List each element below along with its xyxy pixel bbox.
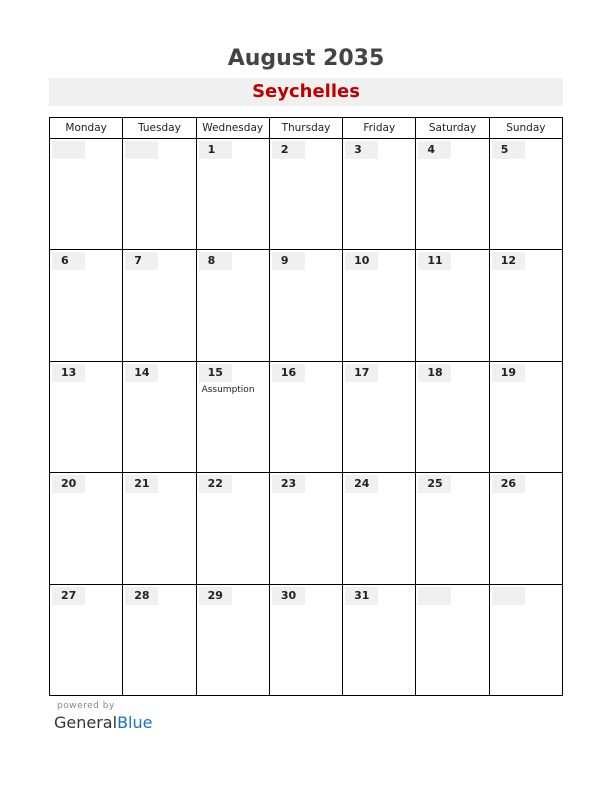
calendar-grid (49, 117, 563, 696)
day-number: 28 (125, 587, 158, 605)
weekday-thursday: Thursday (269, 118, 342, 139)
day-cell[interactable] (123, 361, 196, 472)
day-number: 15 (199, 364, 232, 382)
weekday-saturday: Saturday (416, 118, 489, 139)
week-row (50, 139, 563, 250)
day-number: 13 (52, 364, 85, 382)
day-number (418, 587, 451, 605)
day-cell[interactable] (416, 250, 489, 361)
day-cell[interactable] (416, 139, 489, 250)
day-cell[interactable] (50, 139, 123, 250)
weekday-header-row (50, 118, 563, 139)
day-number: 10 (345, 252, 378, 270)
day-number: 22 (199, 475, 232, 493)
page-title: August 2035 (227, 46, 385, 71)
day-number: 14 (125, 364, 158, 382)
day-cell[interactable] (416, 361, 489, 472)
day-number (492, 587, 525, 605)
day-number: 24 (345, 475, 378, 493)
day-number: 29 (199, 587, 232, 605)
day-cell[interactable] (489, 139, 562, 250)
day-number: 21 (125, 475, 158, 493)
day-cell[interactable] (123, 473, 196, 584)
day-cell[interactable] (196, 250, 269, 361)
day-number (125, 141, 158, 159)
day-number: 6 (52, 252, 85, 270)
brand-logo[interactable] (54, 713, 152, 732)
country-banner (49, 78, 563, 106)
day-cell[interactable] (416, 473, 489, 584)
weekday-friday: Friday (343, 118, 416, 139)
weekday-wednesday: Wednesday (196, 118, 269, 139)
day-number: 19 (492, 364, 525, 382)
country-name: Seychelles (252, 81, 360, 102)
day-cell[interactable] (50, 473, 123, 584)
week-row (50, 250, 563, 361)
day-number: 11 (418, 252, 451, 270)
day-cell[interactable] (50, 584, 123, 695)
day-cell[interactable] (123, 139, 196, 250)
day-cell[interactable] (489, 250, 562, 361)
day-number: 26 (492, 475, 525, 493)
day-cell[interactable] (416, 584, 489, 695)
day-number: 7 (125, 252, 158, 270)
day-number: 8 (199, 252, 232, 270)
day-number: 18 (418, 364, 451, 382)
day-number: 4 (418, 141, 451, 159)
day-cell[interactable] (269, 584, 342, 695)
day-number: 16 (272, 364, 305, 382)
day-cell[interactable] (343, 473, 416, 584)
day-cell[interactable] (196, 473, 269, 584)
day-number: 12 (492, 252, 525, 270)
brand-blue: Blue (117, 713, 153, 732)
day-number: 27 (52, 587, 85, 605)
day-number: 25 (418, 475, 451, 493)
day-number: 2 (272, 141, 305, 159)
week-row (50, 473, 563, 584)
day-number: 17 (345, 364, 378, 382)
day-number: 1 (199, 141, 232, 159)
day-cell[interactable] (269, 139, 342, 250)
day-number: 20 (52, 475, 85, 493)
day-cell[interactable] (489, 584, 562, 695)
day-cell[interactable] (489, 473, 562, 584)
day-cell[interactable] (196, 139, 269, 250)
day-cell[interactable] (50, 361, 123, 472)
weekday-monday: Monday (50, 118, 123, 139)
day-cell[interactable] (123, 250, 196, 361)
day-cell[interactable] (50, 250, 123, 361)
weekday-sunday: Sunday (489, 118, 562, 139)
calendar-body (50, 139, 563, 696)
day-cell[interactable] (343, 250, 416, 361)
week-row (50, 584, 563, 695)
day-cell[interactable] (123, 584, 196, 695)
holiday-label: Assumption (201, 384, 255, 395)
day-number: 23 (272, 475, 305, 493)
day-number: 9 (272, 252, 305, 270)
day-number (52, 141, 85, 159)
day-cell[interactable] (489, 361, 562, 472)
day-cell[interactable] (196, 584, 269, 695)
week-row (50, 361, 563, 472)
day-cell[interactable] (269, 361, 342, 472)
day-number: 5 (492, 141, 525, 159)
day-cell[interactable] (343, 361, 416, 472)
day-number: 30 (272, 587, 305, 605)
day-cell[interactable] (269, 473, 342, 584)
day-number: 31 (345, 587, 378, 605)
day-cell[interactable] (196, 361, 269, 472)
brand-general: General (54, 713, 118, 732)
day-cell[interactable] (343, 584, 416, 695)
powered-by-text: powered by (57, 701, 115, 711)
weekday-tuesday: Tuesday (123, 118, 196, 139)
day-number: 3 (345, 141, 378, 159)
day-cell[interactable] (269, 250, 342, 361)
day-cell[interactable] (343, 139, 416, 250)
